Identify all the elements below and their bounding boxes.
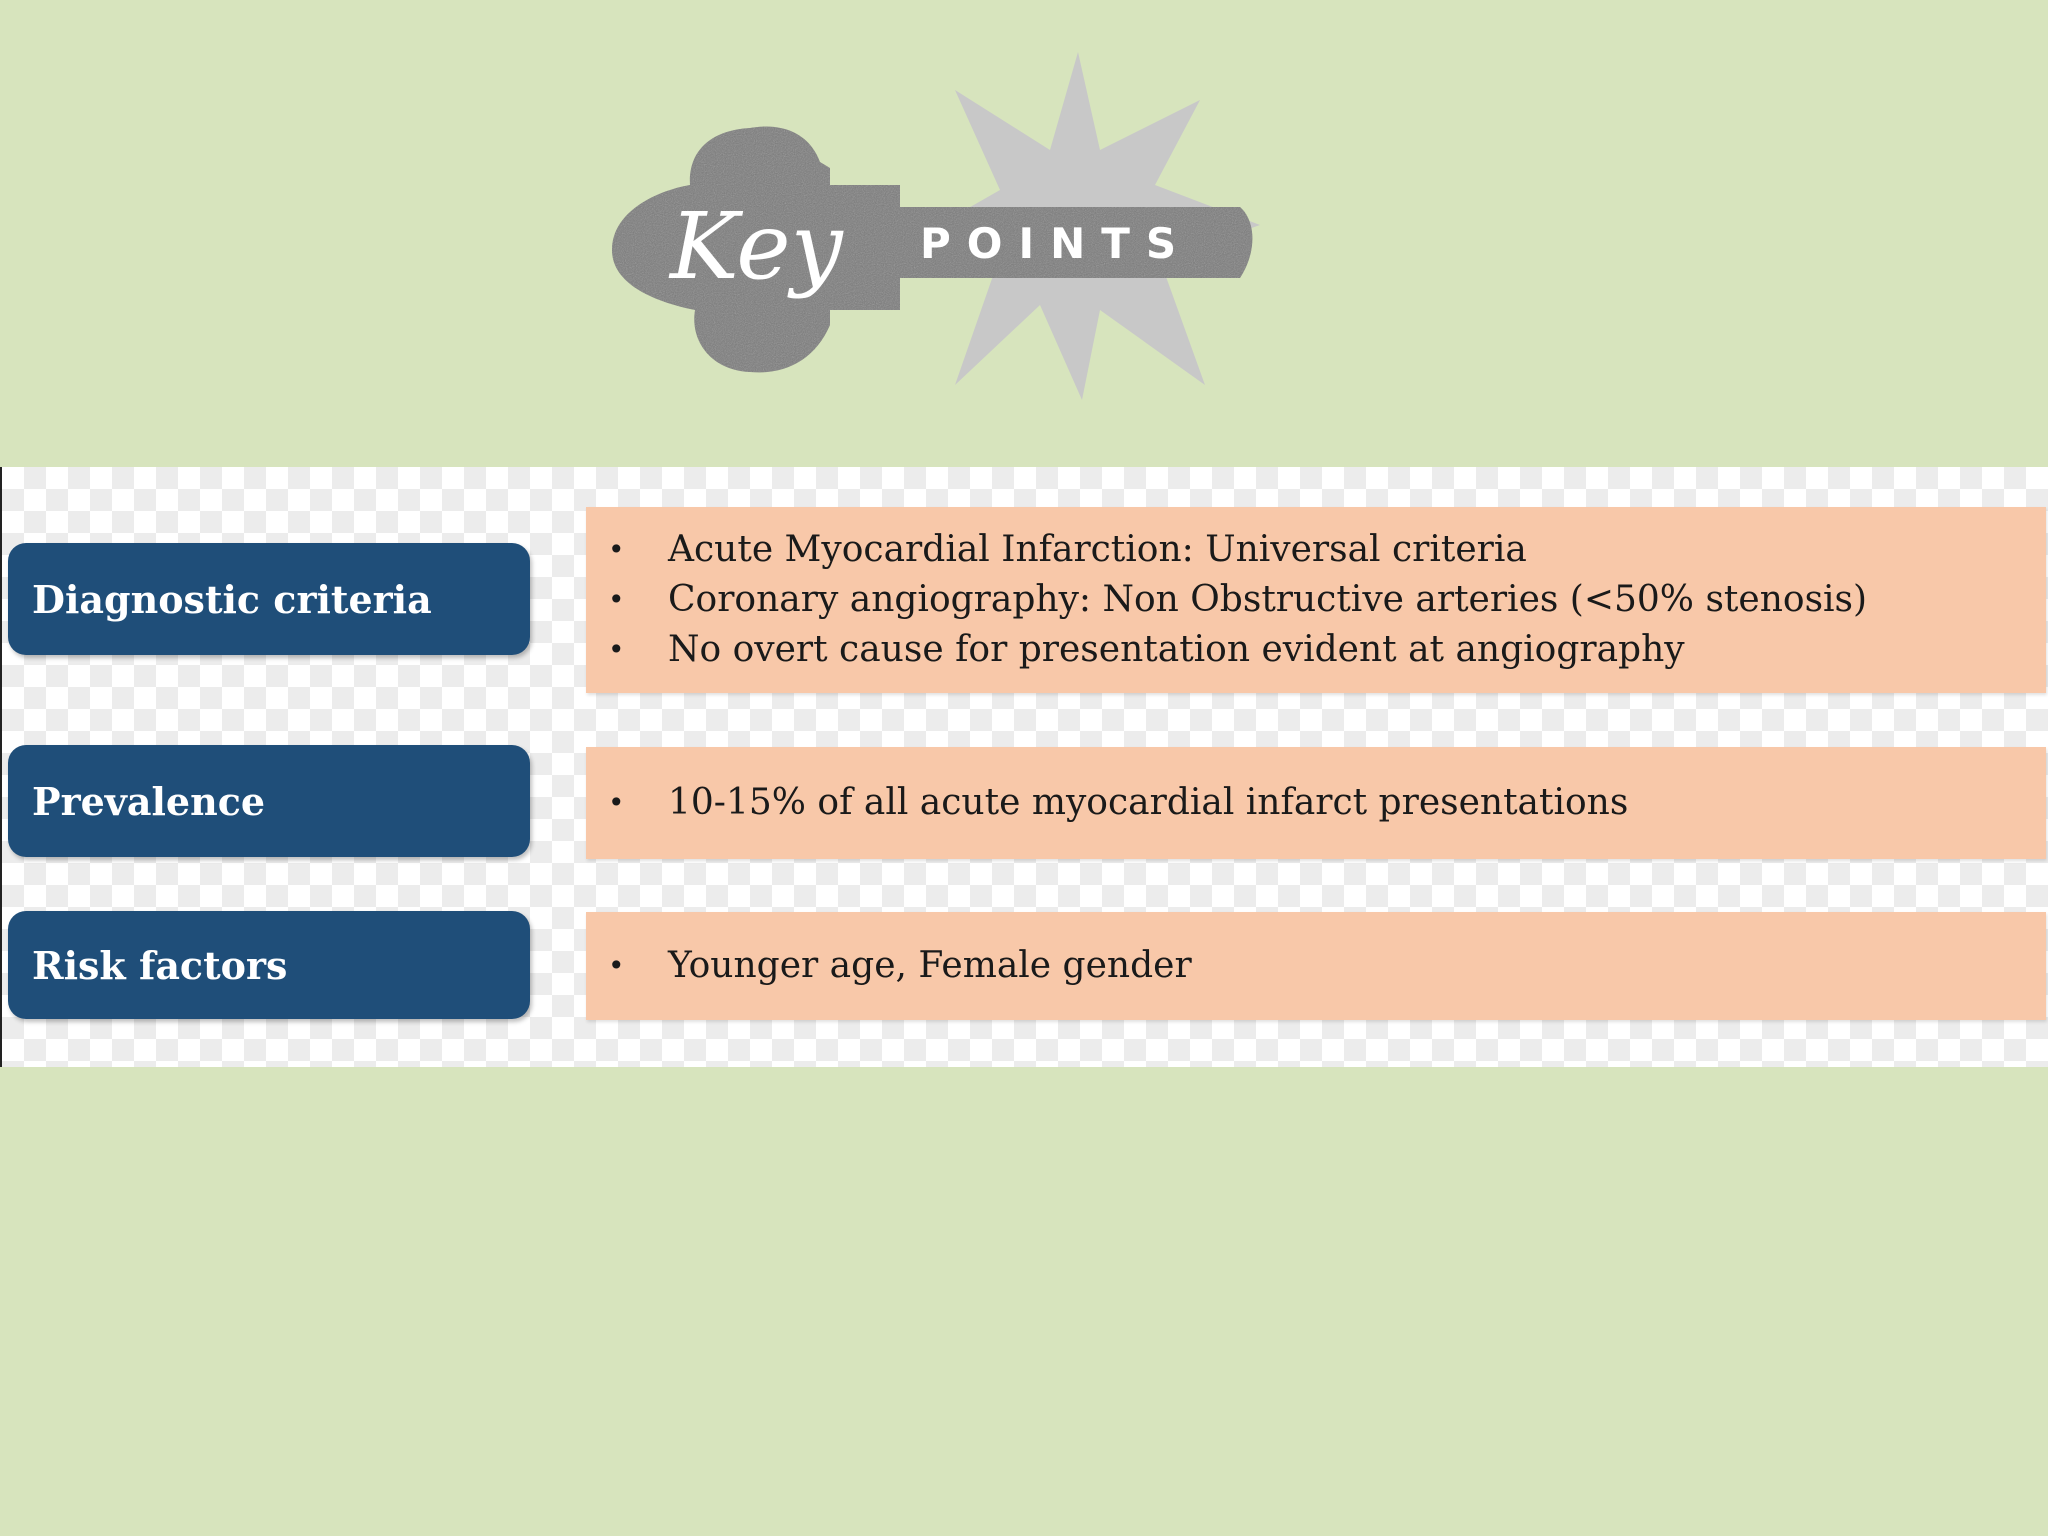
list-item-text: 10-15% of all acute myocardial infarct presentations — [668, 782, 1629, 823]
row-label-risk-factors — [8, 911, 530, 1019]
row-label-text: Risk factors — [32, 942, 288, 988]
list-item-text: Younger age, Female gender — [668, 945, 1192, 986]
logo-key-text: Key — [670, 193, 843, 300]
key-points-table — [0, 467, 2048, 1067]
list-item: • Acute Myocardial Infarction: Universal criteria — [608, 529, 1527, 570]
bullet-list — [608, 778, 2046, 828]
row-label-text: Diagnostic criteria — [32, 576, 432, 622]
row-label-prevalence — [8, 745, 530, 857]
key-icon — [600, 40, 1280, 420]
row-content-diagnostic-criteria — [586, 507, 2046, 693]
row-label-text: Prevalence — [32, 778, 266, 824]
list-item: • Younger age, Female gender — [608, 945, 1192, 986]
row-label-diagnostic-criteria — [8, 543, 530, 655]
list-item: • Coronary angiography: Non Obstructive arteries (<50% stenosis) — [608, 579, 1868, 620]
logo-points-text: POINTS — [920, 219, 1193, 268]
list-item-text: Coronary angiography: Non Obstructive arteries (<50% stenosis) — [668, 579, 1868, 620]
bullet-list — [608, 525, 2046, 675]
key-points-logo — [600, 40, 1280, 420]
list-item: • No overt cause for presentation evident at angiography — [608, 629, 1685, 670]
list-item-text: Acute Myocardial Infarction: Universal criteria — [668, 529, 1527, 570]
row-content-risk-factors — [586, 912, 2046, 1020]
row-content-prevalence — [586, 747, 2046, 859]
list-item: • 10-15% of all acute myocardial infarct presentations — [608, 782, 1629, 823]
list-item-text: No overt cause for presentation evident at angiography — [668, 629, 1685, 670]
bullet-list — [608, 941, 2046, 991]
